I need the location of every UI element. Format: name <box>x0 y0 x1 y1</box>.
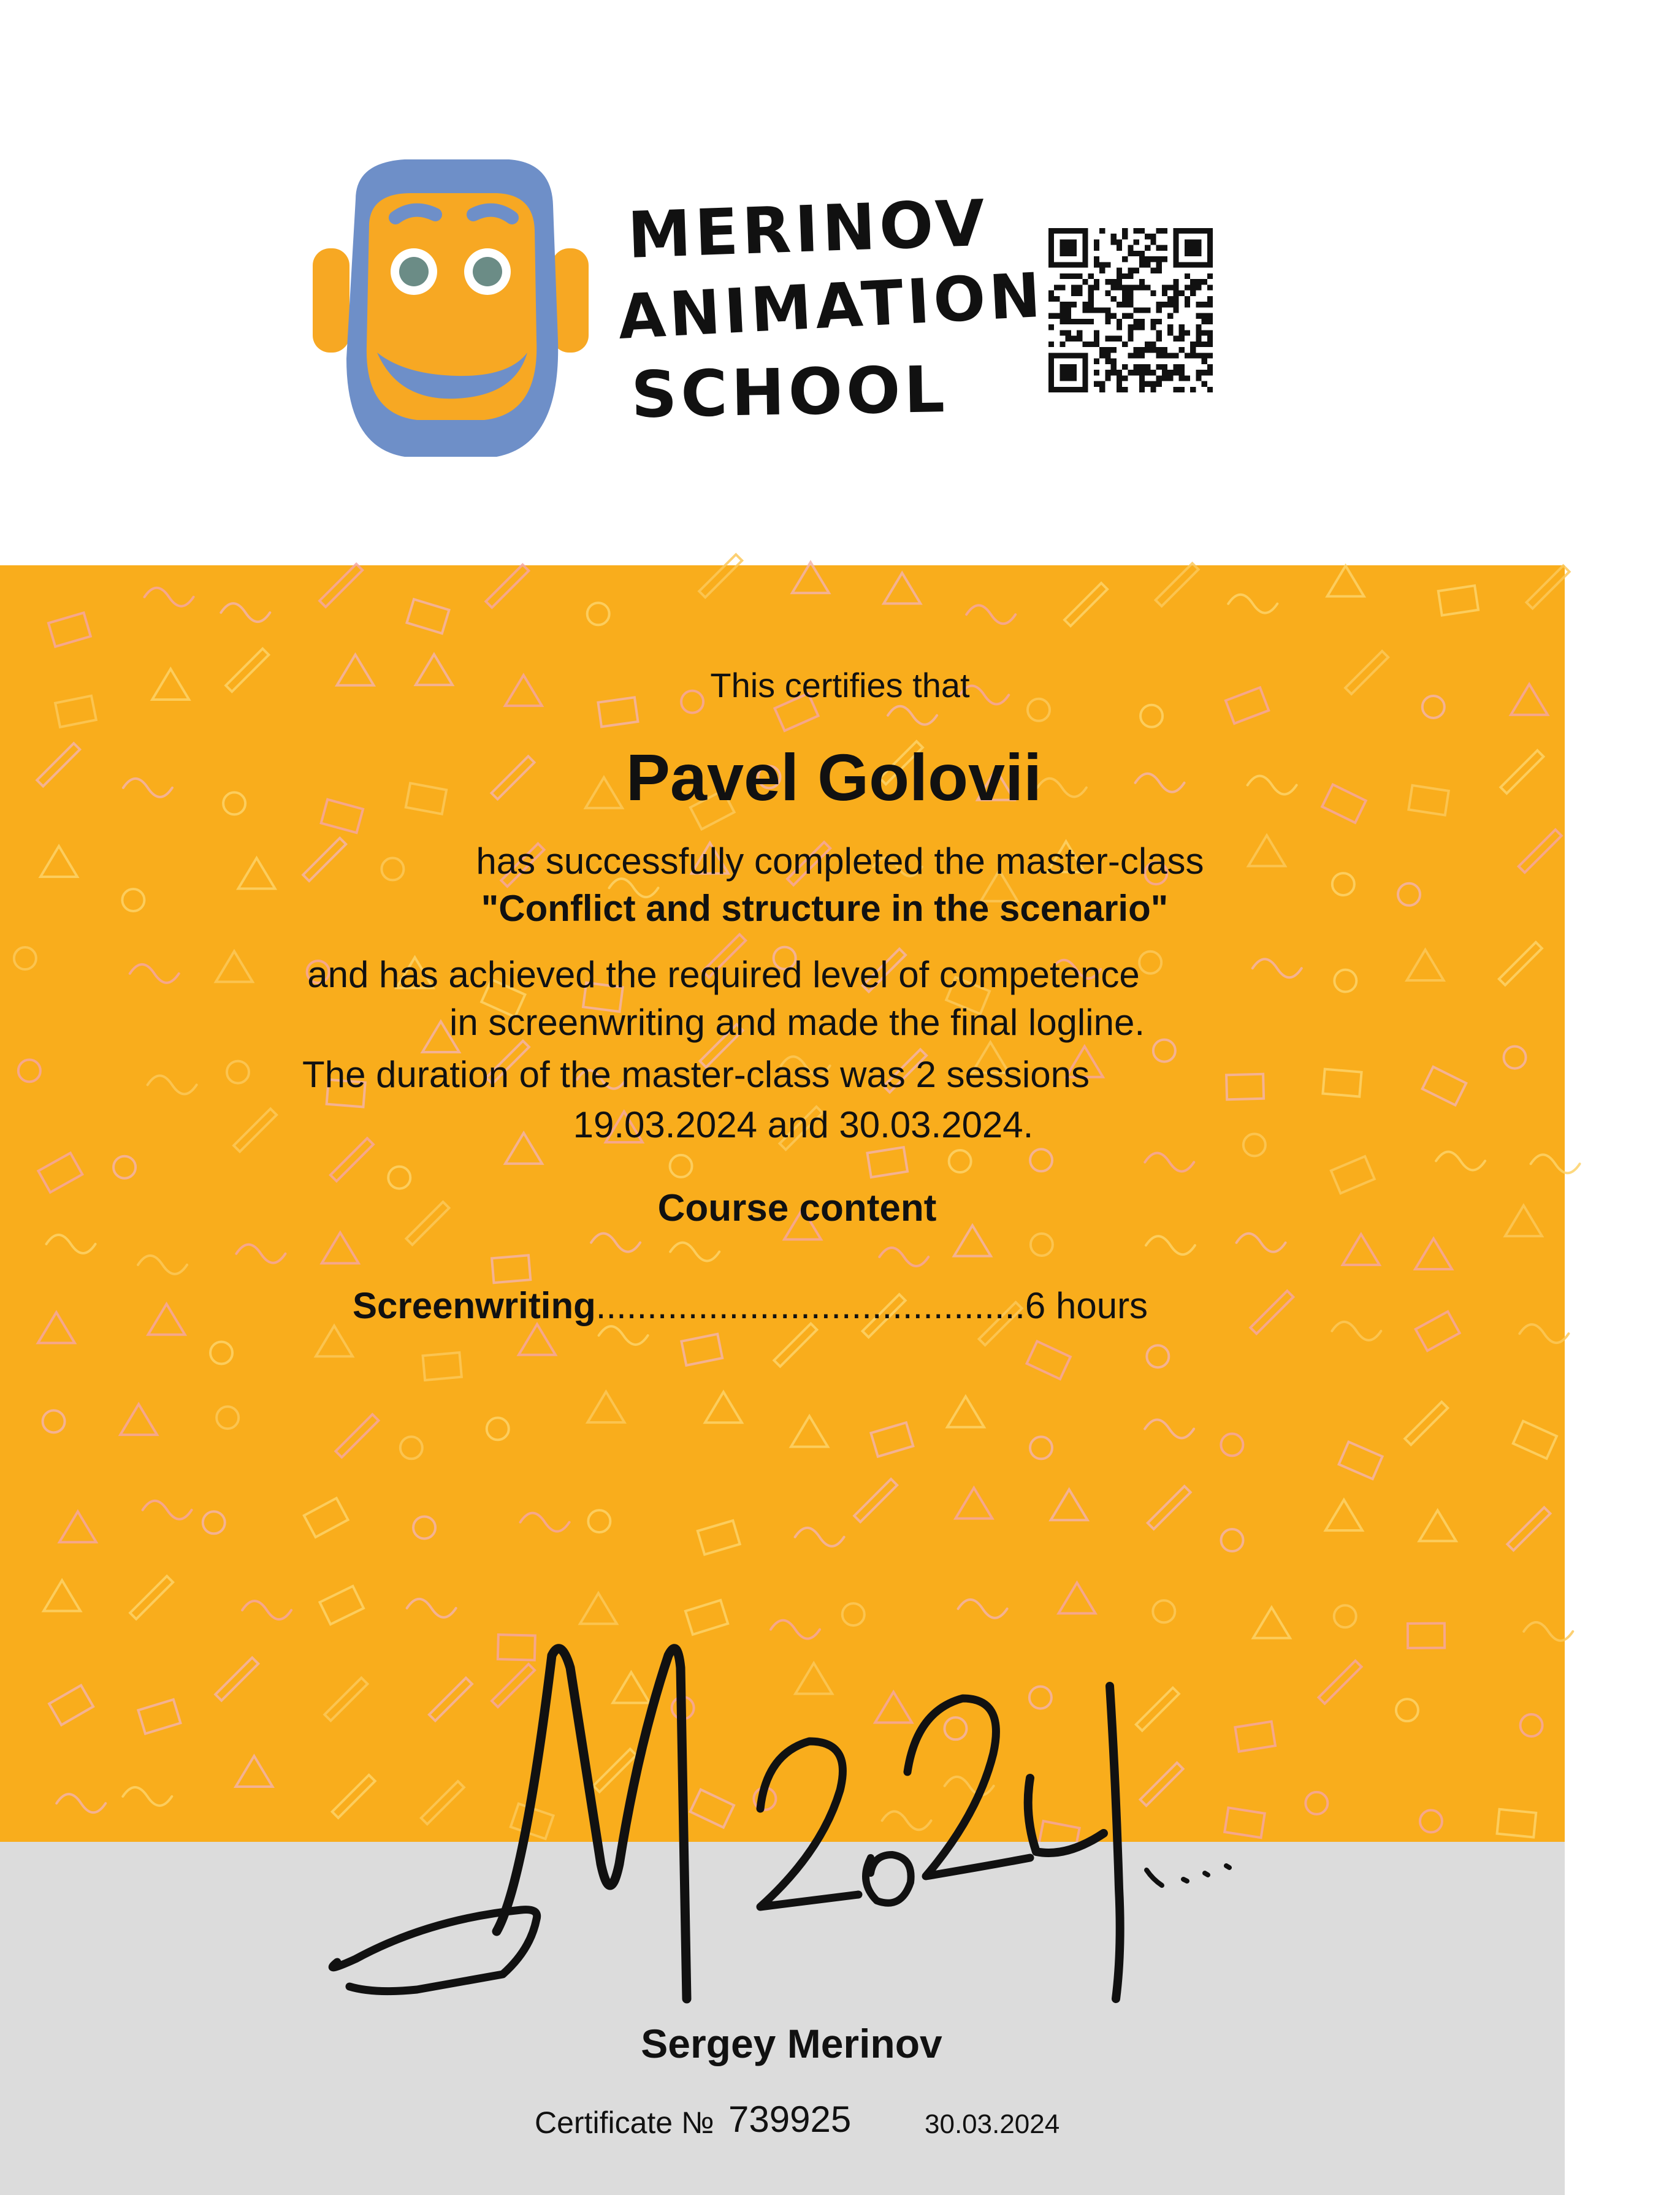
pattern-doodle <box>1147 1345 1169 1367</box>
recipient-name: Pavel Golovii <box>625 740 1042 814</box>
pattern-doodle <box>335 1414 378 1457</box>
pattern-doodle <box>588 1510 610 1532</box>
pattern-doodle <box>958 1600 1007 1618</box>
pattern-doodle <box>580 1593 617 1624</box>
pattern-doodle <box>320 1586 364 1624</box>
pattern-doodle <box>1408 1624 1445 1648</box>
course-content-item <box>353 1285 1148 1327</box>
logo-line-3: SCHOOL <box>630 351 949 432</box>
pattern-doodle <box>868 1147 908 1177</box>
pattern-doodle <box>685 1600 728 1635</box>
pattern-doodle <box>954 1226 991 1256</box>
pattern-doodle <box>1507 1508 1550 1551</box>
pattern-doodle <box>407 599 449 633</box>
content-hours: 6 hours <box>1025 1285 1148 1326</box>
pattern-doodle <box>1527 565 1570 608</box>
pattern-doodle <box>791 1416 828 1447</box>
pattern-doodle <box>407 1599 456 1617</box>
pattern-doodle <box>1396 1699 1418 1721</box>
pattern-doodle <box>1148 1486 1191 1529</box>
pattern-doodle <box>955 1488 992 1519</box>
signer-name: Sergey Merinov <box>641 2021 942 2066</box>
pattern-doodle <box>56 1794 105 1812</box>
description-line-4: 19.03.2024 and 30.03.2024. <box>573 1104 1034 1145</box>
description-line-2: in screenwriting and made the final logline. <box>449 1002 1145 1043</box>
pattern-doodle <box>1326 1500 1362 1530</box>
pattern-doodle <box>423 1353 462 1380</box>
pattern-doodle <box>47 1235 96 1253</box>
pattern-doodle <box>210 1342 232 1364</box>
pattern-doodle <box>1419 1510 1456 1541</box>
pattern-doodle <box>842 1603 865 1625</box>
pattern-doodle <box>44 1580 80 1611</box>
pattern-doodle <box>120 1404 157 1435</box>
pattern-doodle <box>888 706 937 725</box>
pattern-doodle <box>492 1255 530 1283</box>
pattern-doodle <box>1058 1582 1095 1613</box>
pattern-doodle <box>1027 1342 1071 1380</box>
pattern-doodle <box>1221 1433 1243 1456</box>
pattern-doodle <box>486 565 529 608</box>
pattern-doodle <box>145 588 194 606</box>
pattern-doodle <box>1339 1442 1383 1479</box>
logo-line-2: ANIMATION <box>616 259 1046 353</box>
pattern-doodle <box>316 1326 353 1356</box>
pattern-doodle <box>123 1787 172 1806</box>
pattern-doodle <box>795 1528 844 1546</box>
pattern-doodle <box>148 1304 185 1335</box>
pattern-doodle <box>221 603 270 622</box>
pattern-doodle <box>1030 1149 1052 1171</box>
certificate-number-label: Certificate № <box>535 2105 714 2140</box>
pattern-doodle <box>216 1407 239 1429</box>
pattern-doodle <box>1051 1489 1088 1520</box>
mascot-face-icon <box>313 156 589 463</box>
pattern-doodle <box>130 1576 173 1619</box>
pattern-doodle <box>49 1685 93 1725</box>
pattern-doodle <box>587 603 609 625</box>
pattern-doodle <box>879 1248 928 1266</box>
completed-text: has successfully completed the master-class <box>476 841 1204 882</box>
pattern-doodle <box>1521 1714 1543 1736</box>
pattern-doodle <box>1250 1291 1293 1334</box>
pattern-doodle <box>1153 1600 1175 1622</box>
pattern-doodle <box>587 1392 624 1422</box>
pattern-doodle <box>966 605 1015 624</box>
pattern-doodle <box>705 1392 742 1422</box>
pattern-doodle <box>1145 1419 1194 1438</box>
pattern-doodle <box>1156 563 1199 606</box>
pattern-doodle <box>413 1516 435 1538</box>
certificate-date: 30.03.2024 <box>925 2109 1060 2139</box>
pattern-doodle <box>487 1418 509 1440</box>
pattern-doodle <box>947 1397 984 1427</box>
pattern-doodle <box>871 1422 913 1456</box>
pattern-doodle <box>521 1513 570 1532</box>
pattern-doodle <box>519 1324 556 1355</box>
pattern-doodle <box>1438 586 1478 615</box>
pattern-doodle <box>1064 583 1107 626</box>
pattern-doodle <box>591 1234 640 1252</box>
pattern-doodle <box>38 1312 75 1343</box>
pattern-doodle <box>215 1658 258 1701</box>
pattern-doodle <box>235 1756 272 1787</box>
pattern-doodle <box>1228 595 1277 613</box>
pattern-doodle <box>1513 1421 1557 1459</box>
content-subject: Screenwriting <box>353 1285 596 1326</box>
pattern-doodle <box>48 613 91 646</box>
pattern-doodle <box>599 1326 648 1345</box>
course-content-title: Course content <box>657 1187 937 1229</box>
pattern-doodle <box>400 1437 422 1459</box>
pattern-doodle <box>113 1156 136 1178</box>
pattern-doodle <box>1531 1155 1580 1173</box>
pattern-doodle <box>1334 1605 1356 1627</box>
pattern-doodle <box>1030 1437 1052 1459</box>
description-line-1: and has achieved the required level of competence <box>307 954 1140 995</box>
pattern-doodle <box>1146 1236 1195 1254</box>
handwritten-signature <box>319 1631 1324 2023</box>
pattern-doodle <box>138 1700 180 1734</box>
pattern-doodle <box>854 1479 897 1522</box>
pattern-doodle <box>1415 1239 1452 1269</box>
svg-text:ANIMATION <box>616 259 1046 353</box>
pattern-doodle <box>1237 1234 1286 1252</box>
pattern-doodle <box>388 1167 410 1189</box>
description-line-3: The duration of the master-class was 2 sessions <box>302 1054 1090 1095</box>
pattern-doodle <box>1140 705 1163 727</box>
pattern-doodle <box>1504 1047 1526 1069</box>
svg-text:MERINOV <box>627 186 990 273</box>
school-logo-wordmark <box>616 184 1046 441</box>
pattern-doodle <box>670 1243 719 1261</box>
pattern-doodle <box>242 1601 291 1619</box>
pattern-doodle <box>1436 1151 1485 1170</box>
pattern-doodle <box>792 562 829 593</box>
pattern-doodle <box>1499 942 1542 985</box>
content-leader-dots: .......................................... <box>595 1285 1025 1326</box>
pattern-doodle <box>322 1232 359 1263</box>
pattern-doodle <box>1405 1402 1448 1445</box>
pattern-doodle <box>319 564 362 607</box>
pattern-doodle <box>1221 1529 1243 1551</box>
pattern-doodle <box>1519 1324 1568 1343</box>
pattern-doodle <box>884 573 920 603</box>
pattern-doodle <box>1420 1810 1442 1832</box>
pattern-doodle <box>236 1245 285 1263</box>
pattern-doodle <box>138 1256 187 1274</box>
pattern-doodle <box>1332 1322 1381 1340</box>
pattern-doodle <box>43 1410 65 1432</box>
pattern-doodle <box>1319 1661 1362 1704</box>
pattern-doodle <box>143 1501 192 1519</box>
qr-code-icon[interactable] <box>1048 228 1213 392</box>
pattern-doodle <box>670 1155 692 1177</box>
pattern-doodle <box>774 1324 817 1367</box>
certifies-text: This certifies that <box>710 666 970 704</box>
pattern-doodle <box>59 1511 96 1542</box>
course-title: "Conflict and structure in the scenario" <box>481 888 1169 929</box>
pattern-doodle <box>949 1150 971 1172</box>
pattern-doodle <box>203 1511 225 1533</box>
logo-line-1: MERINOV <box>626 185 990 273</box>
pattern-doodle <box>1327 566 1364 597</box>
pattern-doodle <box>1416 1311 1460 1351</box>
pattern-doodle <box>304 1498 348 1537</box>
pattern-doodle <box>1422 1067 1467 1105</box>
pattern-doodle <box>1524 1622 1573 1641</box>
pattern-doodle <box>1031 1234 1053 1256</box>
certificate-header <box>0 0 1565 565</box>
certificate-number: 739925 <box>728 2099 852 2140</box>
pattern-doodle <box>681 1334 722 1365</box>
pattern-doodle <box>698 1521 740 1554</box>
pattern-doodle <box>1343 1234 1380 1265</box>
pattern-doodle <box>1497 1809 1537 1838</box>
svg-text:SCHOOL <box>630 352 949 432</box>
pattern-doodle <box>1145 1153 1194 1172</box>
